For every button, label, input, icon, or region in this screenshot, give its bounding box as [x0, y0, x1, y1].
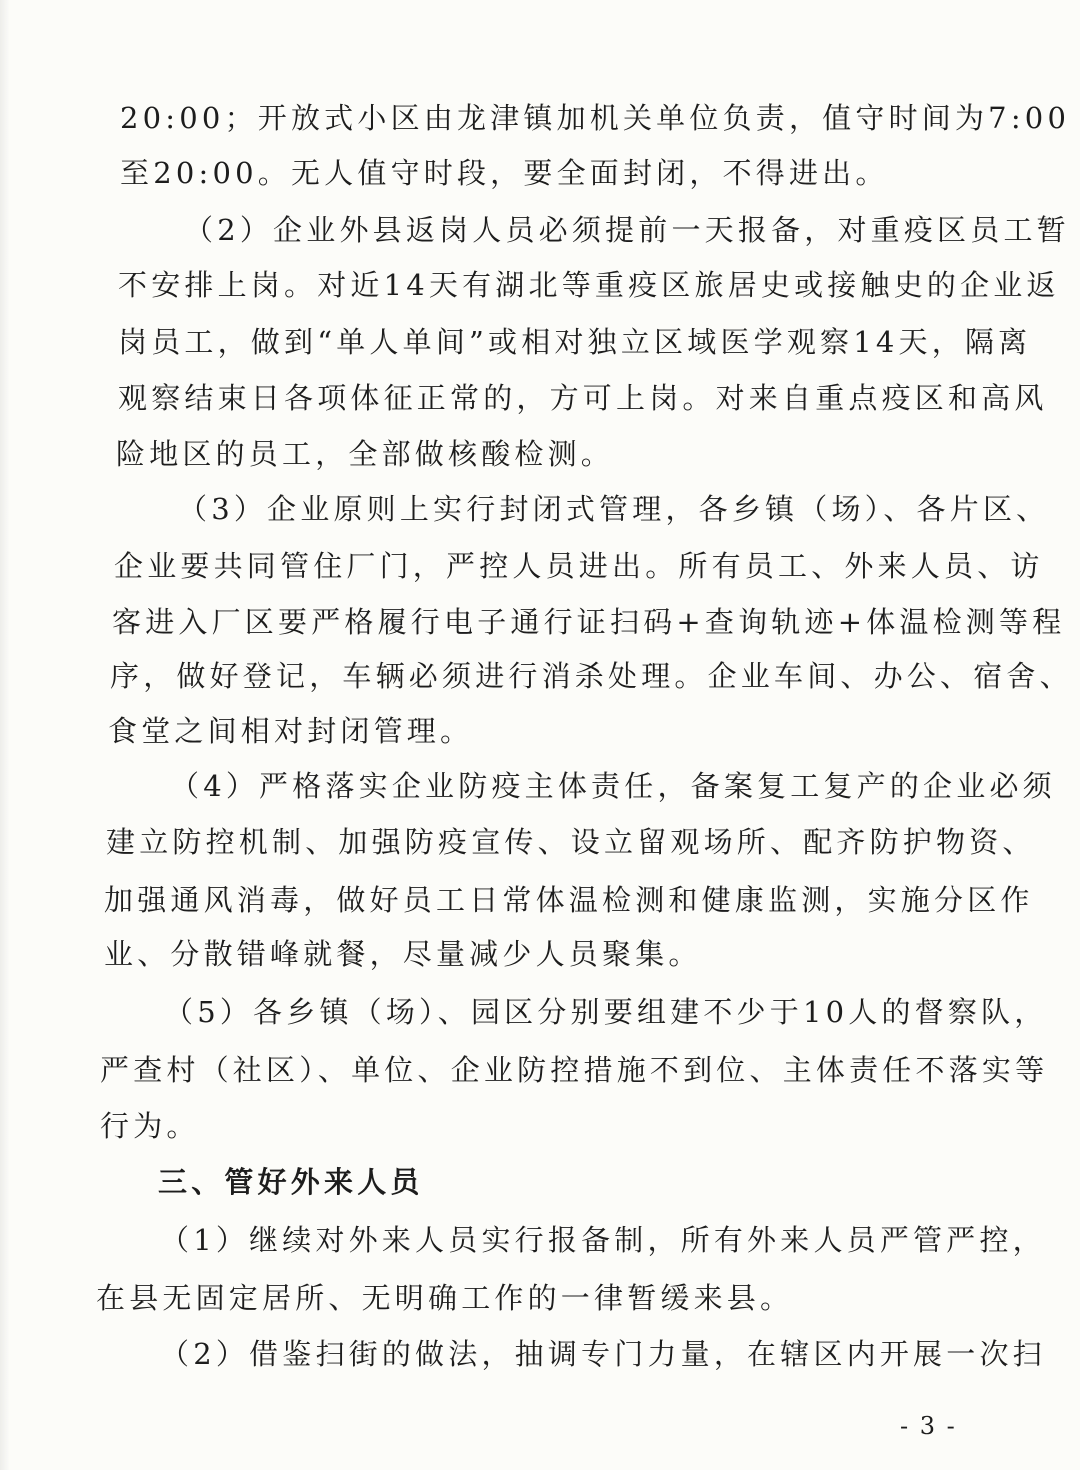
- text-line: 加强通风消毒，做好员工日常体温检测和健康监测，实施分区作: [104, 883, 1034, 917]
- text-line: 行为。: [100, 1109, 200, 1143]
- text-line: 至20:00。无人值守时段，要全面封闭，不得进出。: [120, 156, 889, 190]
- paragraph-start-line: （1）继续对外来人员实行报备制，所有外来人员严管严控，: [160, 1223, 1046, 1257]
- text-line: 业、分散错峰就餐，尽量减少人员聚集。: [104, 937, 702, 971]
- text-line: 客进入厂区要严格履行电子通行证扫码+查询轨迹+体温检测等程: [112, 605, 1066, 639]
- text-line: 建立防控机制、加强防疫宣传、设立留观场所、配齐防护物资、: [106, 825, 1036, 859]
- paragraph-start-line: （5）各乡镇（场）、园区分别要组建不少于10人的督察队，: [164, 995, 1048, 1029]
- text-line: 岗员工，做到“单人单间”或相对独立区域医学观察14天，隔离: [118, 325, 1032, 359]
- text-line: 不安排上岗。对近14天有湖北等重疫区旅居史或接触史的企业返: [118, 268, 1060, 302]
- text-line: 观察结束日各项体征正常的，方可上岗。对来自重点疫区和高风: [118, 381, 1048, 415]
- text-line: 严查村（社区）、单位、企业防控措施不到位、主体责任不落实等: [100, 1053, 1049, 1087]
- text-line: 20:00；开放式小区由龙津镇加机关单位负责，值守时间为7:00: [120, 101, 1071, 135]
- paragraph-start-line: （4）严格落实企业防疫主体责任，备案复工复产的企业必须: [170, 769, 1056, 803]
- section-heading: 三、管好外来人员: [158, 1165, 424, 1199]
- paragraph-start-line: （3）企业原则上实行封闭式管理，各乡镇（场）、各片区、: [178, 492, 1050, 526]
- text-line: 序，做好登记，车辆必须进行消杀处理。企业车间、办公、宿舍、: [110, 659, 1073, 693]
- text-line: 企业要共同管住厂门，严控人员进出。所有员工、外来人员、访: [114, 549, 1044, 583]
- page-number: - 3 -: [900, 1412, 957, 1440]
- paragraph-start-line: （2）企业外县返岗人员必须提前一天报备，对重疫区员工暂: [184, 213, 1070, 247]
- text-line: 险地区的员工，全部做核酸检测。: [116, 437, 615, 471]
- text-line: 在县无固定居所、无明确工作的一律暂缓来县。: [96, 1281, 794, 1315]
- text-line: 食堂之间相对封闭管理。: [108, 714, 474, 748]
- paragraph-start-line: （2）借鉴扫街的做法，抽调专门力量，在辖区内开展一次扫: [160, 1337, 1046, 1371]
